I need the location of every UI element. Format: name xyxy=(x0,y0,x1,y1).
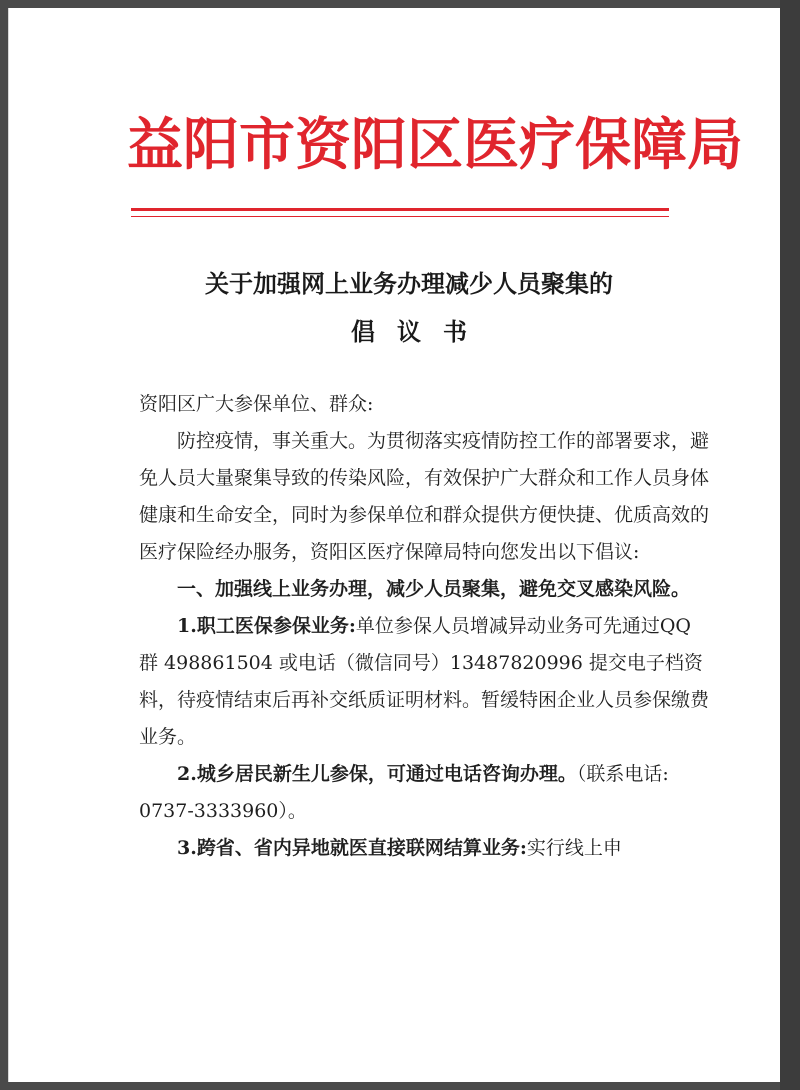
item3-text: 实行线上申 xyxy=(526,837,622,859)
viewer-side-bar xyxy=(780,0,800,1090)
item2-paragraph xyxy=(139,756,709,830)
letterhead-rule-thin xyxy=(131,216,669,217)
item3-paragraph xyxy=(139,830,709,867)
document-body xyxy=(139,386,709,867)
item2-text: （联系电话: 0737-3333960）。 xyxy=(139,763,669,822)
letterhead-rule-thick xyxy=(131,208,669,211)
letterhead-title: 益阳市资阳区医疗保障局 xyxy=(127,112,743,178)
salutation: 资阳区广大参保单位、群众: xyxy=(139,393,374,415)
intro-paragraph: 防控疫情，事关重大。为贯彻落实疫情防控工作的部署要求，避免人员大量聚集导致的传染风险，有效保护广大群众和工作人员身体健康和生命安全，同时为参保单位和群众提供方便快捷、优质高效的医疗保险经办服务，资阳区医疗保障局特向您发出以下倡议: xyxy=(139,430,710,563)
item3-label: 3.跨省、省内异地就医直接联网结算业务: xyxy=(177,837,527,859)
document-title-line2: 倡议书 xyxy=(351,317,489,346)
document-page xyxy=(8,8,780,1082)
item1-paragraph xyxy=(139,608,709,756)
item2-label: 2.城乡居民新生儿参保，可通过电话咨询办理。 xyxy=(177,763,577,785)
section1-heading: 一、加强线上业务办理，减少人员聚集，避免交叉感染风险。 xyxy=(177,578,691,600)
document-title-line1: 关于加强网上业务办理减少人员聚集的 xyxy=(205,269,613,298)
item1-label: 1.职工医保参保业务: xyxy=(177,615,356,637)
item1-text: 单位参保人员增减异动业务可先通过QQ群 498861504 或电话（微信同号）13487820996 提交电子档资料，待疫情结束后再补交纸质证明材料。暂缓特困企业人员参保缴费业务。 xyxy=(139,615,710,748)
